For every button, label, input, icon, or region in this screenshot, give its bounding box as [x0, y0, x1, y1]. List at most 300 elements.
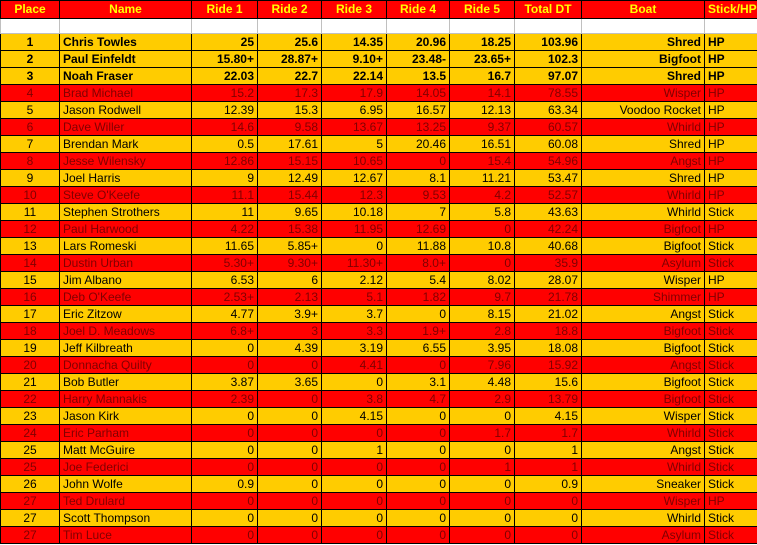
table-row [1, 493, 757, 510]
ride-1-cell: 11.1 [192, 187, 258, 204]
boat-cell: Angst [582, 306, 705, 323]
ride-1-cell: 11.65 [192, 238, 258, 255]
ride-3-cell: 0 [322, 459, 387, 476]
place-cell: 22 [1, 391, 60, 408]
stick-hp-cell: HP [705, 34, 757, 51]
ride-1-cell: 2.53+ [192, 289, 258, 306]
table-row [1, 425, 757, 442]
ride-1-cell: 6.53 [192, 272, 258, 289]
ride-3-cell: 3.19 [322, 340, 387, 357]
boat-cell: Shred [582, 170, 705, 187]
table-row [1, 102, 757, 119]
stick-hp-cell: HP [705, 221, 757, 238]
ride-3-cell: 17.9 [322, 85, 387, 102]
place-cell: 27 [1, 510, 60, 527]
place-cell: 14 [1, 255, 60, 272]
ride-4-cell: 13.5 [387, 68, 450, 85]
table-row [1, 170, 757, 187]
name-cell: Dave Willer [60, 119, 192, 136]
stick-hp-cell: Stick [705, 255, 757, 272]
ride-1-cell: 0 [192, 493, 258, 510]
place-cell: 19 [1, 340, 60, 357]
table-row [1, 34, 757, 51]
boat-cell: Shimmer [582, 289, 705, 306]
ride-5-cell: 2.9 [450, 391, 515, 408]
ride-5-cell: 12.13 [450, 102, 515, 119]
ride-2-cell: 17.61 [258, 136, 322, 153]
boat-cell: Asylum [582, 527, 705, 544]
total-dt-cell: 78.55 [515, 85, 582, 102]
stick-hp-cell: HP [705, 68, 757, 85]
total-dt-cell: 1 [515, 459, 582, 476]
ride-5-cell: 8.15 [450, 306, 515, 323]
ride-2-cell: 15.44 [258, 187, 322, 204]
ride-2-cell: 3 [258, 323, 322, 340]
name-cell: Bob Butler [60, 374, 192, 391]
boat-cell: Shred [582, 68, 705, 85]
ride-2-cell: 12.49 [258, 170, 322, 187]
ride-1-cell: 0 [192, 425, 258, 442]
place-cell: 25 [1, 442, 60, 459]
ride-3-cell: 22.14 [322, 68, 387, 85]
place-cell: 25 [1, 459, 60, 476]
stick-hp-cell: Stick [705, 425, 757, 442]
header-place: Place [1, 1, 60, 19]
table-row [1, 136, 757, 153]
name-cell: Brad Michael [60, 85, 192, 102]
header-ride-2: Ride 2 [258, 1, 322, 19]
ride-3-cell: 3.3 [322, 323, 387, 340]
ride-4-cell: 8.0+ [387, 255, 450, 272]
name-cell: Noah Fraser [60, 68, 192, 85]
place-cell: 7 [1, 136, 60, 153]
ride-1-cell: 0 [192, 357, 258, 374]
place-cell: 21 [1, 374, 60, 391]
ride-3-cell: 11.95 [322, 221, 387, 238]
ride-2-cell: 9.65 [258, 204, 322, 221]
name-cell: Joel Harris [60, 170, 192, 187]
ride-1-cell: 0 [192, 408, 258, 425]
ride-5-cell: 2.8 [450, 323, 515, 340]
table-row [1, 85, 757, 102]
name-cell: Ted Drulard [60, 493, 192, 510]
boat-cell: Bigfoot [582, 340, 705, 357]
table-row [1, 340, 757, 357]
stick-hp-cell: Stick [705, 510, 757, 527]
total-dt-cell: 60.08 [515, 136, 582, 153]
boat-cell: Whirld [582, 204, 705, 221]
name-cell: Paul Einfeldt [60, 51, 192, 68]
total-dt-cell: 103.96 [515, 34, 582, 51]
ride-2-cell: 0 [258, 408, 322, 425]
ride-4-cell: 0 [387, 459, 450, 476]
ride-4-cell: 5.4 [387, 272, 450, 289]
total-dt-cell: 0 [515, 493, 582, 510]
ride-4-cell: 6.55 [387, 340, 450, 357]
ride-1-cell: 22.03 [192, 68, 258, 85]
place-cell: 26 [1, 476, 60, 493]
boat-cell: Angst [582, 442, 705, 459]
ride-4-cell: 0 [387, 527, 450, 544]
total-dt-cell: 15.92 [515, 357, 582, 374]
ride-1-cell: 9 [192, 170, 258, 187]
ride-5-cell: 0 [450, 408, 515, 425]
place-cell: 6 [1, 119, 60, 136]
boat-cell: Bigfoot [582, 391, 705, 408]
total-dt-cell: 28.07 [515, 272, 582, 289]
ride-4-cell: 1.9+ [387, 323, 450, 340]
ride-3-cell: 3.8 [322, 391, 387, 408]
ride-4-cell: 1.82 [387, 289, 450, 306]
ride-2-cell: 15.38 [258, 221, 322, 238]
boat-cell: Shred [582, 136, 705, 153]
ride-4-cell: 13.25 [387, 119, 450, 136]
ride-1-cell: 4.77 [192, 306, 258, 323]
total-dt-cell: 60.57 [515, 119, 582, 136]
boat-cell: Whirld [582, 510, 705, 527]
place-cell: 27 [1, 493, 60, 510]
ride-3-cell: 0 [322, 527, 387, 544]
ride-1-cell: 11 [192, 204, 258, 221]
stick-hp-cell: Stick [705, 442, 757, 459]
ride-2-cell: 0 [258, 459, 322, 476]
table-row [1, 527, 757, 544]
total-dt-cell: 102.3 [515, 51, 582, 68]
ride-2-cell: 0 [258, 476, 322, 493]
stick-hp-cell: HP [705, 119, 757, 136]
total-dt-cell: 40.68 [515, 238, 582, 255]
stick-hp-cell: Stick [705, 527, 757, 544]
name-cell: Donnacha Quilty [60, 357, 192, 374]
ride-1-cell: 2.39 [192, 391, 258, 408]
ride-2-cell: 6 [258, 272, 322, 289]
table-row [1, 221, 757, 238]
total-dt-cell: 43.63 [515, 204, 582, 221]
ride-2-cell: 9.30+ [258, 255, 322, 272]
header-ride-3: Ride 3 [322, 1, 387, 19]
stick-hp-cell: Stick [705, 323, 757, 340]
ride-1-cell: 15.80+ [192, 51, 258, 68]
ride-3-cell: 0 [322, 238, 387, 255]
stick-hp-cell: Stick [705, 391, 757, 408]
header-row [1, 1, 757, 19]
ride-2-cell: 22.7 [258, 68, 322, 85]
place-cell: 23 [1, 408, 60, 425]
name-cell: Jeff Kilbreath [60, 340, 192, 357]
stick-hp-cell: HP [705, 187, 757, 204]
table-row [1, 272, 757, 289]
ride-4-cell: 0 [387, 510, 450, 527]
table-row [1, 408, 757, 425]
table-row [1, 306, 757, 323]
ride-3-cell: 0 [322, 425, 387, 442]
table-row [1, 459, 757, 476]
ride-3-cell: 4.15 [322, 408, 387, 425]
stick-hp-cell: Stick [705, 306, 757, 323]
ride-1-cell: 14.6 [192, 119, 258, 136]
ride-3-cell: 3.7 [322, 306, 387, 323]
boat-cell: Wisper [582, 408, 705, 425]
name-cell: Deb O'Keefe [60, 289, 192, 306]
ride-2-cell: 4.39 [258, 340, 322, 357]
ride-2-cell: 15.15 [258, 153, 322, 170]
name-cell: Jesse Wilensky [60, 153, 192, 170]
total-dt-cell: 42.24 [515, 221, 582, 238]
ride-3-cell: 14.35 [322, 34, 387, 51]
place-cell: 10 [1, 187, 60, 204]
place-cell: 3 [1, 68, 60, 85]
ride-3-cell: 10.65 [322, 153, 387, 170]
name-cell: Eric Parham [60, 425, 192, 442]
boat-cell: Wisper [582, 272, 705, 289]
name-cell: Steve O'Keefe [60, 187, 192, 204]
ride-5-cell: 1 [450, 459, 515, 476]
ride-3-cell: 4.41 [322, 357, 387, 374]
ride-2-cell: 0 [258, 357, 322, 374]
name-cell: Dustin Urban [60, 255, 192, 272]
ride-2-cell: 0 [258, 493, 322, 510]
ride-5-cell: 4.2 [450, 187, 515, 204]
ride-3-cell: 1 [322, 442, 387, 459]
ride-1-cell: 0 [192, 527, 258, 544]
stick-hp-cell: HP [705, 289, 757, 306]
ride-2-cell: 0 [258, 425, 322, 442]
ride-1-cell: 6.8+ [192, 323, 258, 340]
ride-4-cell: 0 [387, 493, 450, 510]
table-row [1, 442, 757, 459]
ride-5-cell: 15.4 [450, 153, 515, 170]
place-cell: 27 [1, 527, 60, 544]
stick-hp-cell: Stick [705, 204, 757, 221]
ride-4-cell: 3.1 [387, 374, 450, 391]
place-cell: 16 [1, 289, 60, 306]
ride-2-cell: 9.58 [258, 119, 322, 136]
ride-2-cell: 0 [258, 391, 322, 408]
results-body [1, 19, 757, 544]
ride-4-cell: 23.48- [387, 51, 450, 68]
ride-4-cell: 0 [387, 153, 450, 170]
ride-2-cell: 0 [258, 442, 322, 459]
place-cell: 18 [1, 323, 60, 340]
place-cell: 9 [1, 170, 60, 187]
boat-cell: Angst [582, 357, 705, 374]
name-cell: Eric Zitzow [60, 306, 192, 323]
ride-4-cell: 0 [387, 408, 450, 425]
stick-hp-cell: HP [705, 153, 757, 170]
total-dt-cell: 18.08 [515, 340, 582, 357]
ride-1-cell: 0 [192, 340, 258, 357]
boat-cell: Bigfoot [582, 238, 705, 255]
ride-1-cell: 0.5 [192, 136, 258, 153]
ride-1-cell: 0 [192, 459, 258, 476]
ride-2-cell: 15.3 [258, 102, 322, 119]
ride-1-cell: 12.86 [192, 153, 258, 170]
boat-cell: Voodoo Rocket [582, 102, 705, 119]
table-row [1, 391, 757, 408]
place-cell: 15 [1, 272, 60, 289]
ride-1-cell: 12.39 [192, 102, 258, 119]
ride-4-cell: 0 [387, 357, 450, 374]
name-cell: Chris Towles [60, 34, 192, 51]
total-dt-cell: 13.79 [515, 391, 582, 408]
place-cell: 5 [1, 102, 60, 119]
boat-cell: Wisper [582, 85, 705, 102]
stick-hp-cell: HP [705, 272, 757, 289]
boat-cell: Bigfoot [582, 374, 705, 391]
ride-1-cell: 5.30+ [192, 255, 258, 272]
total-dt-cell: 54.96 [515, 153, 582, 170]
boat-cell: Whirld [582, 459, 705, 476]
place-cell: 8 [1, 153, 60, 170]
ride-5-cell: 11.21 [450, 170, 515, 187]
table-row [1, 68, 757, 85]
total-dt-cell: 0.9 [515, 476, 582, 493]
boat-cell: Asylum [582, 255, 705, 272]
ride-4-cell: 0 [387, 425, 450, 442]
ride-4-cell: 7 [387, 204, 450, 221]
header-name: Name [60, 1, 192, 19]
ride-4-cell: 4.7 [387, 391, 450, 408]
table-row [1, 289, 757, 306]
total-dt-cell: 52.57 [515, 187, 582, 204]
ride-5-cell: 4.48 [450, 374, 515, 391]
table-row [1, 238, 757, 255]
ride-3-cell: 9.10+ [322, 51, 387, 68]
ride-2-cell: 3.9+ [258, 306, 322, 323]
table-row [1, 51, 757, 68]
boat-cell: Angst [582, 153, 705, 170]
name-cell: Joe Federici [60, 459, 192, 476]
ride-3-cell: 5.1 [322, 289, 387, 306]
boat-cell: Sneaker [582, 476, 705, 493]
stick-hp-cell: HP [705, 493, 757, 510]
ride-5-cell: 0 [450, 493, 515, 510]
stick-hp-cell: HP [705, 170, 757, 187]
total-dt-cell: 0 [515, 510, 582, 527]
ride-5-cell: 0 [450, 221, 515, 238]
ride-4-cell: 9.53 [387, 187, 450, 204]
name-cell: Paul Harwood [60, 221, 192, 238]
table-row [1, 476, 757, 493]
ride-3-cell: 5 [322, 136, 387, 153]
ride-2-cell: 25.6 [258, 34, 322, 51]
ride-4-cell: 16.57 [387, 102, 450, 119]
header-boat: Boat [582, 1, 705, 19]
header-stick-hp: Stick/HP [705, 1, 757, 19]
place-cell: 17 [1, 306, 60, 323]
name-cell: Joel D. Meadows [60, 323, 192, 340]
ride-4-cell: 11.88 [387, 238, 450, 255]
place-cell: 12 [1, 221, 60, 238]
stick-hp-cell: HP [705, 102, 757, 119]
total-dt-cell: 18.8 [515, 323, 582, 340]
total-dt-cell: 35.9 [515, 255, 582, 272]
header-ride-1: Ride 1 [192, 1, 258, 19]
ride-5-cell: 1.7 [450, 425, 515, 442]
ride-3-cell: 10.18 [322, 204, 387, 221]
ride-3-cell: 0 [322, 374, 387, 391]
ride-5-cell: 9.37 [450, 119, 515, 136]
ride-5-cell: 5.8 [450, 204, 515, 221]
table-row [1, 119, 757, 136]
name-cell: John Wolfe [60, 476, 192, 493]
ride-4-cell: 8.1 [387, 170, 450, 187]
stick-hp-cell: Stick [705, 238, 757, 255]
total-dt-cell: 4.15 [515, 408, 582, 425]
table-row [1, 510, 757, 527]
ride-3-cell: 12.67 [322, 170, 387, 187]
ride-5-cell: 3.95 [450, 340, 515, 357]
ride-5-cell: 9.7 [450, 289, 515, 306]
ride-2-cell: 0 [258, 527, 322, 544]
ride-2-cell: 28.87+ [258, 51, 322, 68]
ride-1-cell: 0 [192, 510, 258, 527]
place-cell: 2 [1, 51, 60, 68]
ride-4-cell: 20.96 [387, 34, 450, 51]
ride-4-cell: 14.05 [387, 85, 450, 102]
total-dt-cell: 63.34 [515, 102, 582, 119]
boat-cell: Whirld [582, 425, 705, 442]
ride-5-cell: 0 [450, 527, 515, 544]
table-row [1, 374, 757, 391]
ride-4-cell: 0 [387, 306, 450, 323]
total-dt-cell: 53.47 [515, 170, 582, 187]
boat-cell: Wisper [582, 493, 705, 510]
table-row [1, 255, 757, 272]
ride-5-cell: 16.7 [450, 68, 515, 85]
stick-hp-cell: Stick [705, 459, 757, 476]
stick-hp-cell: Stick [705, 476, 757, 493]
total-dt-cell: 15.6 [515, 374, 582, 391]
table-row [1, 153, 757, 170]
name-cell: Harry Mannakis [60, 391, 192, 408]
ride-5-cell: 16.51 [450, 136, 515, 153]
place-cell: 20 [1, 357, 60, 374]
boat-cell: Whirld [582, 119, 705, 136]
total-dt-cell: 0 [515, 527, 582, 544]
table-row [1, 323, 757, 340]
ride-5-cell: 0 [450, 442, 515, 459]
boat-cell: Bigfoot [582, 323, 705, 340]
name-cell: Stephen Strothers [60, 204, 192, 221]
ride-2-cell: 0 [258, 510, 322, 527]
place-cell: 1 [1, 34, 60, 51]
name-cell: Jason Kirk [60, 408, 192, 425]
ride-2-cell: 2.13 [258, 289, 322, 306]
stick-hp-cell: HP [705, 85, 757, 102]
ride-4-cell: 0 [387, 476, 450, 493]
name-cell: Brendan Mark [60, 136, 192, 153]
ride-3-cell: 11.30+ [322, 255, 387, 272]
ride-3-cell: 12.3 [322, 187, 387, 204]
ride-1-cell: 0 [192, 442, 258, 459]
place-cell: 13 [1, 238, 60, 255]
name-cell: Lars Romeski [60, 238, 192, 255]
spacer-row [1, 19, 757, 34]
boat-cell: Shred [582, 34, 705, 51]
total-dt-cell: 21.78 [515, 289, 582, 306]
ride-3-cell: 0 [322, 510, 387, 527]
ride-1-cell: 3.87 [192, 374, 258, 391]
total-dt-cell: 21.02 [515, 306, 582, 323]
name-cell: Jim Albano [60, 272, 192, 289]
stick-hp-cell: Stick [705, 357, 757, 374]
ride-3-cell: 13.67 [322, 119, 387, 136]
ride-3-cell: 2.12 [322, 272, 387, 289]
header-total-dt: Total DT [515, 1, 582, 19]
ride-2-cell: 5.85+ [258, 238, 322, 255]
table-row [1, 204, 757, 221]
